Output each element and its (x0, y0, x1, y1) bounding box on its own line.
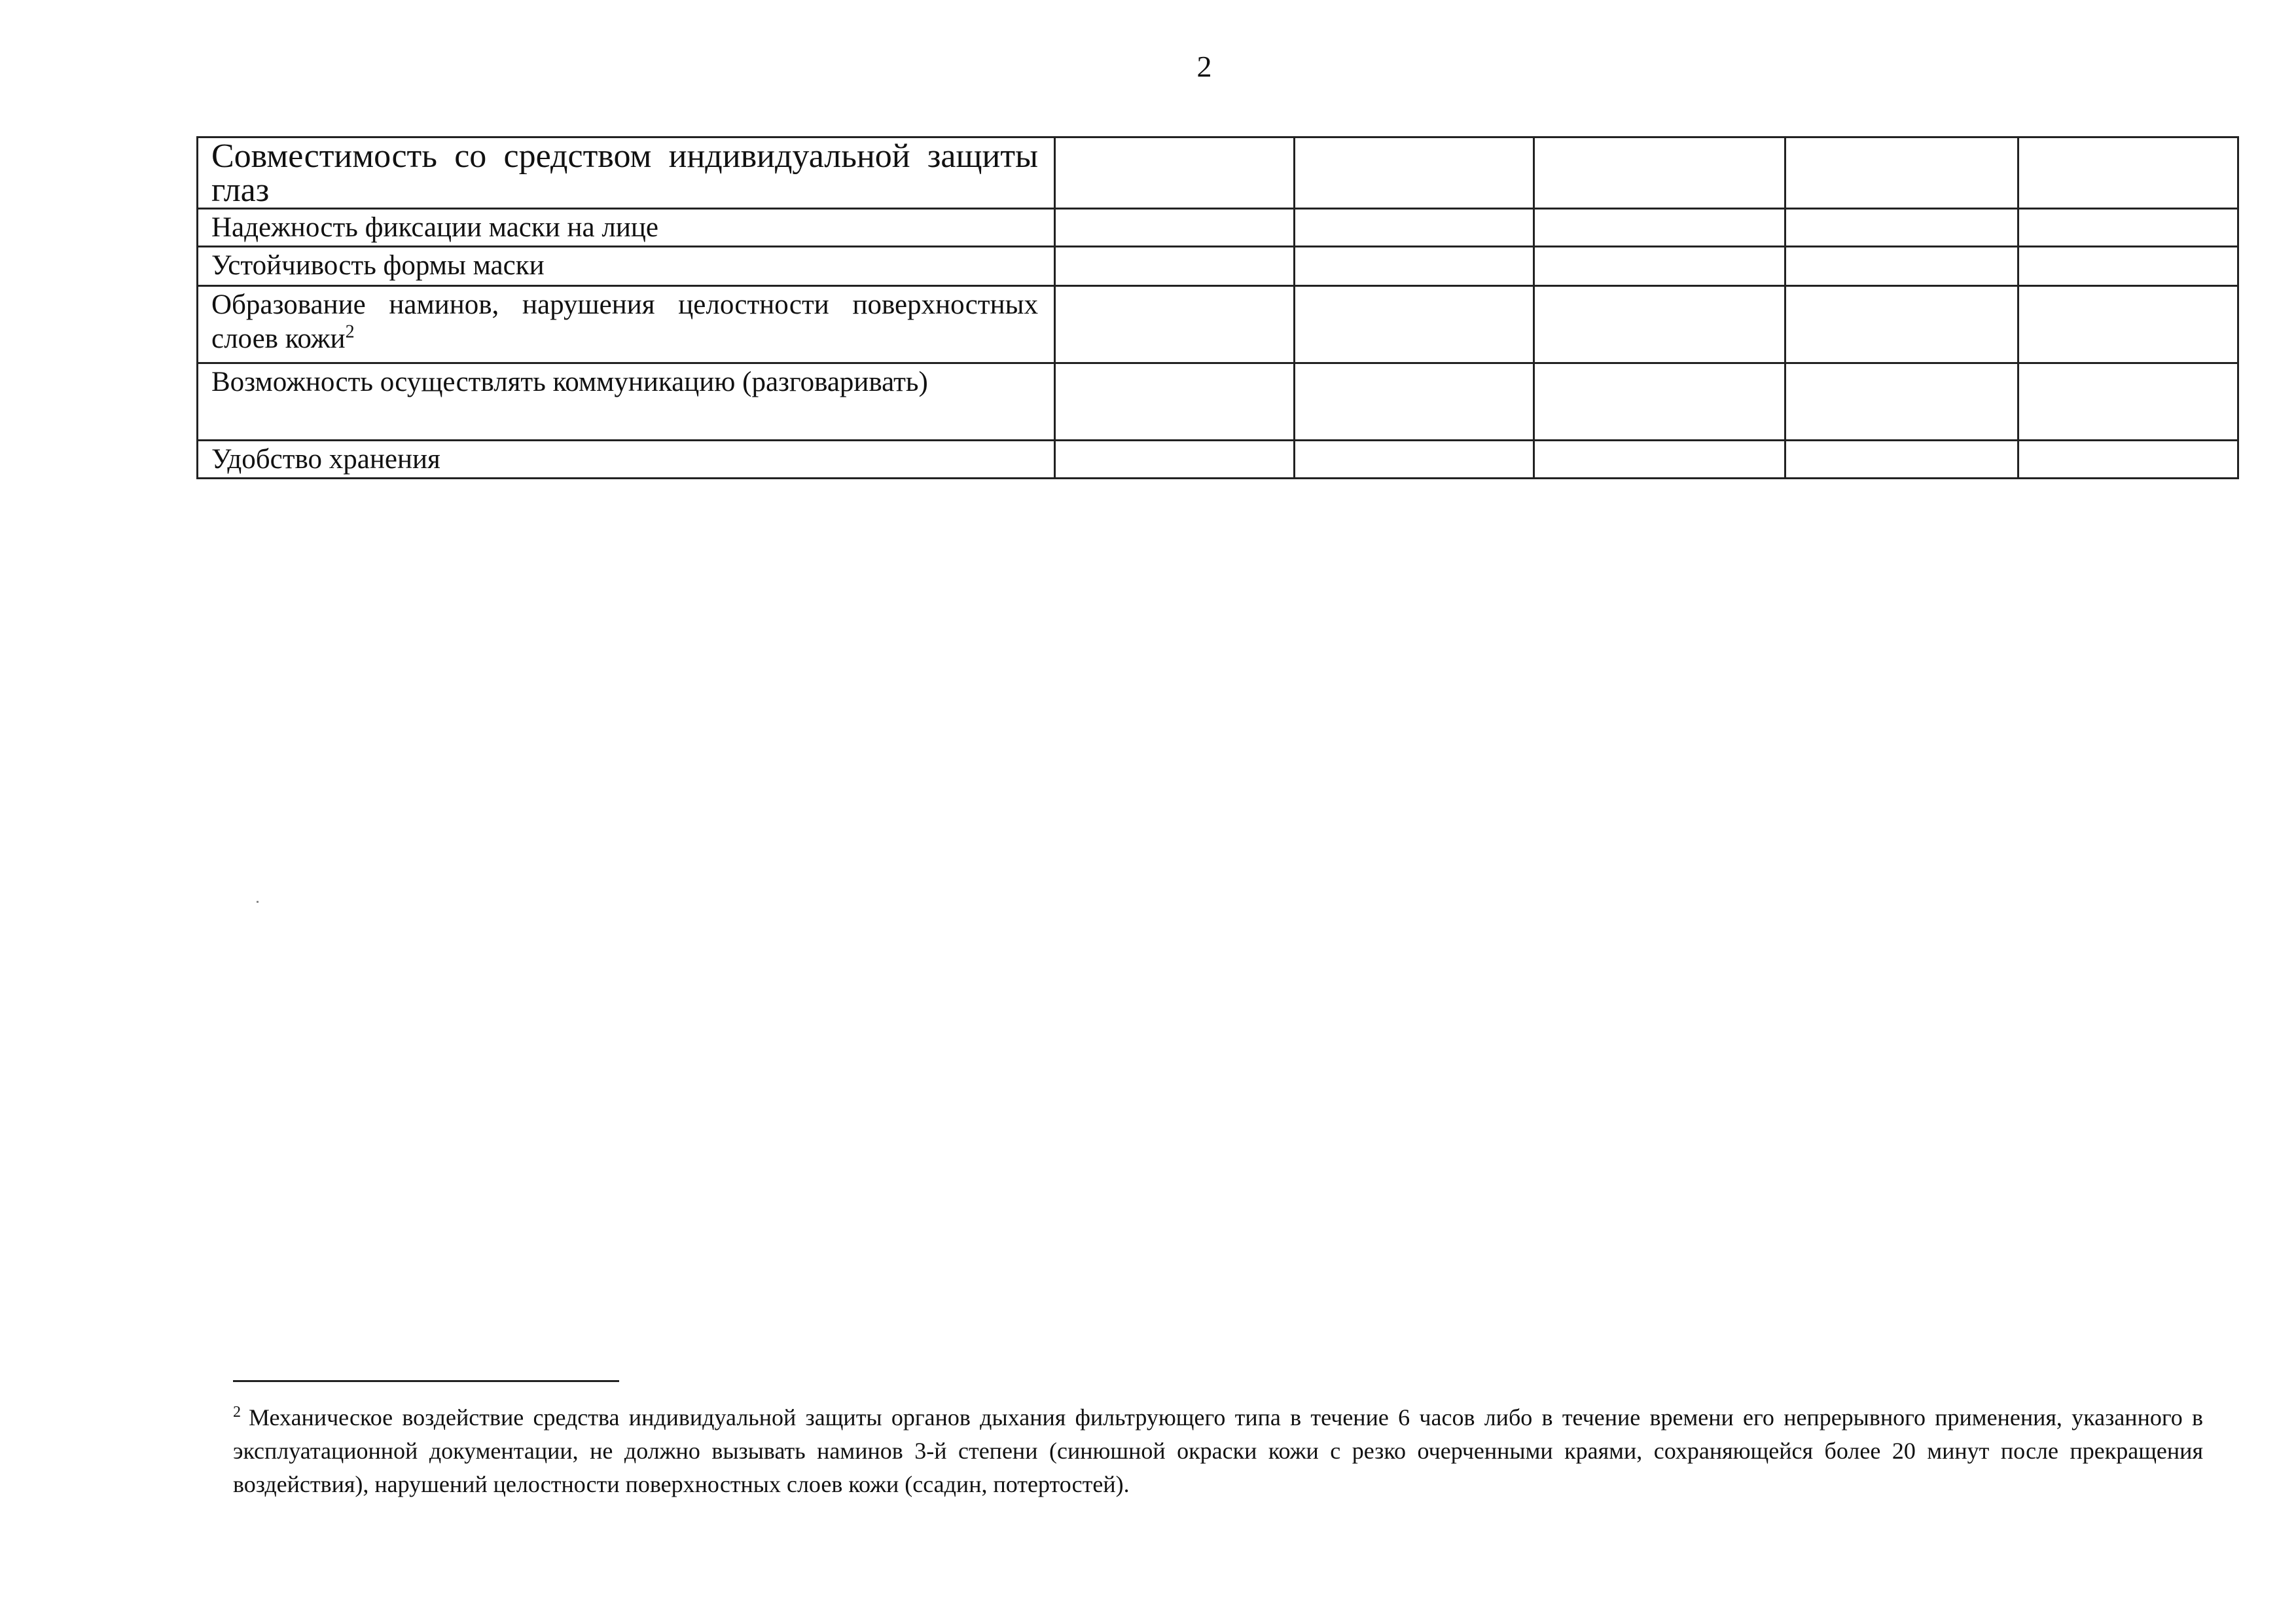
criterion-label: Надежность фиксации маски на лице (198, 209, 1055, 247)
evaluation-table (196, 136, 2239, 479)
table-row (198, 209, 2238, 247)
table-row (198, 247, 2238, 286)
table-row (198, 137, 2238, 209)
empty-cell (2018, 137, 2238, 209)
empty-cell (2018, 363, 2238, 441)
empty-cell (1534, 286, 1785, 363)
scan-speck (257, 901, 259, 903)
empty-cell (1534, 247, 1785, 286)
empty-cell (1055, 363, 1295, 441)
footnote-separator (233, 1380, 619, 1382)
empty-cell (1295, 363, 1534, 441)
empty-cell (1295, 209, 1534, 247)
empty-cell (1785, 247, 2018, 286)
criterion-label: Удобство хранения (198, 441, 1055, 479)
empty-cell (1785, 137, 2018, 209)
criterion-label: Совместимость со средством индивидуальной защиты глаз (198, 137, 1055, 209)
criterion-label: Возможность осуществлять коммуникацию (разговаривать) (198, 363, 1055, 441)
empty-cell (1055, 209, 1295, 247)
empty-cell (1785, 209, 2018, 247)
empty-cell (1055, 441, 1295, 479)
footnote-reference: 2 (345, 321, 355, 342)
empty-cell (1055, 247, 1295, 286)
criterion-label: Устойчивость формы маски (198, 247, 1055, 286)
empty-cell (1534, 363, 1785, 441)
empty-cell (1785, 441, 2018, 479)
empty-cell (1534, 441, 1785, 479)
empty-cell (1295, 137, 1534, 209)
empty-cell (1295, 247, 1534, 286)
table-row (198, 363, 2238, 441)
empty-cell (2018, 247, 2238, 286)
footnote-text: Механическое воздействие средства индивидуальной защиты органов дыхания фильтрующего типа в течение 6 часов либо в течение времени его непрерывного применения, указанного в эксплуатационной документации, не должно вызывать наминов 3-й степени (синюшной окраски кожи с резко очерченными краями, сохраняющейся более 20 минут после прекращения воздействия), нарушений целостности поверхностных слоев кожи (ссадин, потертостей). (233, 1404, 2203, 1497)
empty-cell (2018, 209, 2238, 247)
criterion-label: Образование наминов, нарушения целостности поверхностных слоев кожи$^2$ (198, 286, 1055, 363)
empty-cell (1534, 209, 1785, 247)
empty-cell (1785, 286, 2018, 363)
empty-cell (1055, 286, 1295, 363)
footnote-marker: 2 (233, 1404, 241, 1421)
footnote (233, 1401, 2203, 1501)
empty-cell (1785, 363, 2018, 441)
empty-cell (1534, 137, 1785, 209)
table-row (198, 286, 2238, 363)
table-row (198, 441, 2238, 479)
empty-cell (1055, 137, 1295, 209)
page-number: 2 (1196, 50, 1212, 83)
empty-cell (2018, 286, 2238, 363)
empty-cell (1295, 441, 1534, 479)
empty-cell (2018, 441, 2238, 479)
empty-cell (1295, 286, 1534, 363)
